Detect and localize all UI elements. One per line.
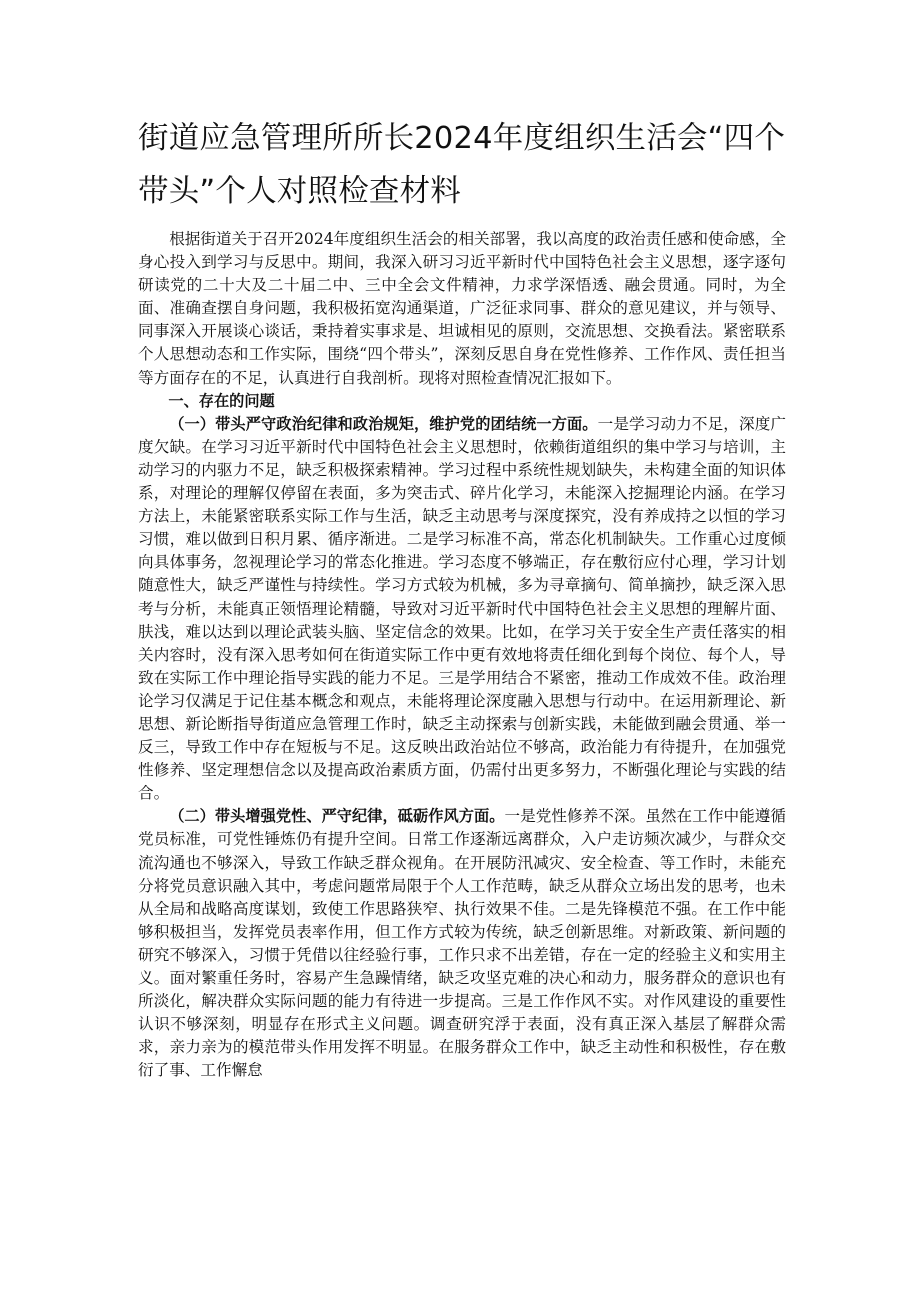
subsection-1-paragraph bbox=[138, 413, 786, 806]
subsection-2-paragraph bbox=[138, 805, 786, 1082]
document-title: 街道应急管理所所长2024年度组织生活会“四个带头”个人对照检查材料 bbox=[138, 121, 786, 209]
subsection-2-body: 一是党性修养不深。虽然在工作中能遵循党员标准，可党性锤炼仍有提升空间。日常工作逐渐远离群众，入户走访频次减少，与群众交流沟通也不够深入，导致工作缺乏群众视角。在开展防汛减灾、安全检查、等工作时，未能充分将党员意识融入其中，考虑问题常局限于个人工作范畴，缺乏从群众立场出发的思考，也未从全局和战略高度谋划，致使工作思路狭窄、执行效果不佳。二是先锋模范不强。在工作中能够积极担当，发挥党员表率作用，但工作方式较为传统，缺乏创新思维。对新政策、新问题的研究不够深入，习惯于凭借以往经验行事，工作只求不出差错，存在一定的经验主义和实用主义。面对繁重任务时，容易产生急躁情绪，缺乏攻坚克难的决心和动力，服务群众的意识也有所淡化，解决群众实际问题的能力有待进一步提高。三是工作作风不实。对作风建设的重要性认识不够深刻，明显存在形式主义问题。调查研究浮于表面，没有真正深入基层了解群众需求，亲力亲为的模范带头作用发挥不明显。在服务群众工作中，缺乏主动性和积极性，存在敷衍了事、工作懈怠 bbox=[138, 807, 786, 1080]
section-heading: 一、存在的问题 bbox=[168, 391, 275, 410]
subsection-2-lead: （二）带头增强党性、严守纪律，砥砺作风方面。 bbox=[169, 807, 505, 826]
subsection-1-lead: （一）带头严守政治纪律和政治规矩，维护党的团结统一方面。 bbox=[169, 414, 598, 433]
document-body bbox=[138, 228, 786, 1082]
intro-paragraph: 根据街道关于召开2024年度组织生活会的相关部署，我以高度的政治责任感和使命感，全身心投入到学习与反思中。期间，我深入研习习近平新时代中国特色社会主义思想，逐字逐句研读党的二十大及二十届二中、三中全会文件精神，力求学深悟透、融会贯通。同时，为全面、准确查摆自身问题，我积极拓宽沟通渠道，广泛征求同事、群众的意见建议，并与领导、同事深入开展谈心谈话，秉持着实事求是、坦诚相见的原则，交流思想、交换看法。紧密联系个人思想动态和工作实际，围绕“四个带头”，深刻反思自身在党性修养、工作作风、责任担当等方面存在的不足，认真进行自我剖析。现将对照检查情况汇报如下。 bbox=[138, 230, 786, 387]
subsection-1-body: 一是学习动力不足，深度广度欠缺。在学习习近平新时代中国特色社会主义思想时，依赖街道组织的集中学习与培训，主动学习的内驱力不足，缺乏积极探索精神。学习过程中系统性规划缺失，未构建全面的知识体系，对理论的理解仅停留在表面，多为突击式、碎片化学习，未能深入挖掘理论内涵。在学习方法上，未能紧密联系实际工作与生活，缺乏主动思考与深度探究，没有养成持之以恒的学习习惯，难以做到日积月累、循序渐进。二是学习标准不高，常态化机制缺失。工作重心过度倾向具体事务，忽视理论学习的常态化推进。学习态度不够端正，存在敷衍应付心理，学习计划随意性大，缺乏严谨性与持续性。学习方式较为机械，多为寻章摘句、简单摘抄，缺乏深入思考与分析，未能真正领悟理论精髓，导致对习近平新时代中国特色社会主义思想的理解片面、肤浅，难以达到以理论武装头脑、坚定信念的效果。比如，在学习关于安全生产责任落实的相关内容时，没有深入思考如何在街道实际工作中更有效地将责任细化到每个岗位、每个人，导致在实际工作中理论指导实践的能力不足。三是学用结合不紧密，推动工作成效不佳。政治理论学习仅满足于记住基本概念和观点，未能将理论深度融入思想与行动中。在运用新理论、新思想、新论断指导街道应急管理工作时，缺乏主动探索与创新实践，未能做到融会贯通、举一反三，导致工作中存在短板与不足。这反映出政治站位不够高，政治能力有待提升，在加强党性修养、坚定理想信念以及提高政治素质方面，仍需付出更多努力，不断强化理论与实践的结合。 bbox=[138, 414, 786, 803]
